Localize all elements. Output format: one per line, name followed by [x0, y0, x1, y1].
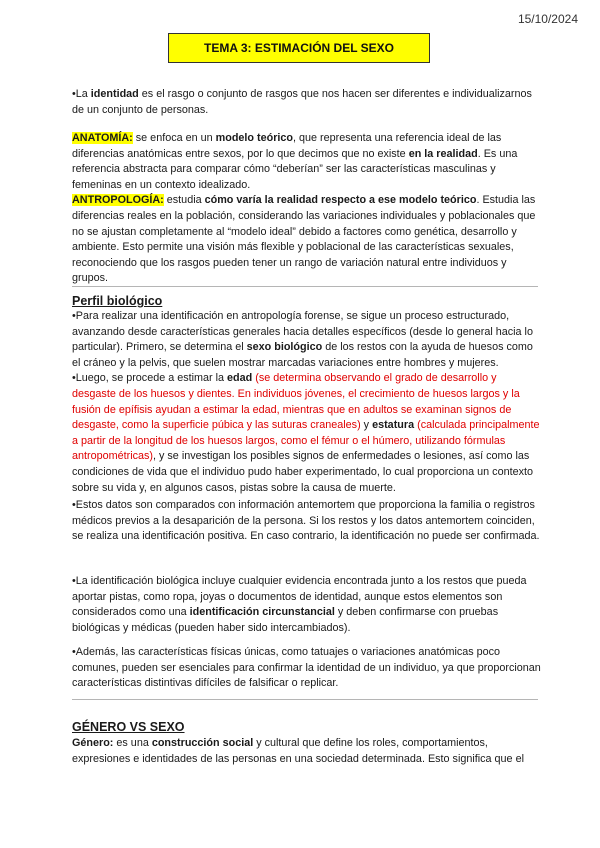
section-heading-genero: GÉNERO VS SEXO — [72, 720, 185, 734]
perfil-paragraph-4: •La identificación biológica incluye cualquier evidencia encontrada junto a los restos que pueda aportar pistas, como ropa, joyas o documentos de identidad, aunque estos elementos son considerados como una identificación circunstancial y deben confirmarse con pruebas biológicas y médicas (pueden haber sido intercambiados). — [72, 575, 527, 634]
document-title: TEMA 3: ESTIMACIÓN DEL SEXO — [168, 33, 430, 63]
divider — [72, 286, 538, 287]
perfil-paragraph-3: •Estos datos son comparados con información antemortem que proporciona la familia o registros médicos previos a la desaparición de la persona. Si los restos y los datos antemortem coinciden, se realiza una identificación positiva. En caso contrario, la identificación no puede ser confirmada. — [72, 499, 540, 543]
perfil-paragraph-5: •Además, las características físicas únicas, como tatuajes o variaciones anatómicas poco comunes, pueden ser esenciales para confirmar la identidad de un individuo, ya que proporcionan características distintivas difíciles de falsificar o replicar. — [72, 646, 541, 690]
identity-term: identidad — [90, 88, 139, 100]
anthropology-label: ANTROPOLOGÍA: — [72, 194, 164, 207]
genero-paragraph: Género: es una construcción social y cultural que define los roles, comportamientos, expresiones e identidades de las personas en una sociedad determinada. Esto significa que el — [72, 737, 524, 765]
anatomy-label: ANATOMÍA: — [72, 132, 133, 144]
document-date: 15/10/2024 — [517, 12, 578, 26]
anatomy-paragraph: ANATOMÍA: se enfoca en un modelo teórico, que representa una referencia ideal de las diferencias anatómicas entre sexos, por lo que decimos que no existe en la realidad. Es una referencia abstracta para comparar cómo “deberían” ser las características masculinas y femeninas en un contexto idealizado. ANTROPOLOGÍA: estudia cómo varía la realidad respecto a ese modelo teórico. Estudia las diferencias reales en la población, considerando las variaciones individuales y poblacionales que no se ajustan completamente al “modelo ideal” debido a factores como genética, desarrollo y ambiente. Esto permite una visión más flexible y poblacional de las características sexuales, reconociendo que los rasgos pueden tener un rango de variación natural entre individuos y grupos. — [72, 132, 536, 285]
perfil-paragraph-1: •Para realizar una identificación en antropología forense, se sigue un proceso estructurado, avanzando desde características generales hacia detalles específicos (desde lo general hacia lo particular). Primero, se determina el sexo biológico de los restos con la ayuda de huesos como el cráneo y la pelvis, que suelen mostrar marcadas variaciones entre hombres y mujeres. •Luego, se procede a estimar la edad (se determina observando el grado de desarrollo y desgaste de los huesos y dientes. En individuos jóvenes, el crecimiento de huesos largos y la fusión de epífisis ayudan a estimar la edad, mientras que en adultos se examinan signos de desgaste, como la superficie púbica y las suturas craneales) y estatura (calculada principalmente a partir de la longitud de los huesos largos, como el fémur o el húmero, utilizando fórmulas antropométricas), y se investigan los posibles signos de enfermedades o lesiones, así como las condiciones de vida que el individuo pudo haber experimentado, lo cual proporciona un contexto sobre su vida y, en algunos casos, pistas sobre la causa de muerte. — [72, 310, 540, 494]
divider — [72, 699, 538, 700]
bullet: • — [72, 88, 76, 100]
section-heading-perfil: Perfil biológico — [72, 294, 163, 308]
identity-paragraph: •La identidad es el rasgo o conjunto de rasgos que nos hacen ser diferentes e individualizarnos de un conjunto de personas. — [72, 88, 532, 116]
